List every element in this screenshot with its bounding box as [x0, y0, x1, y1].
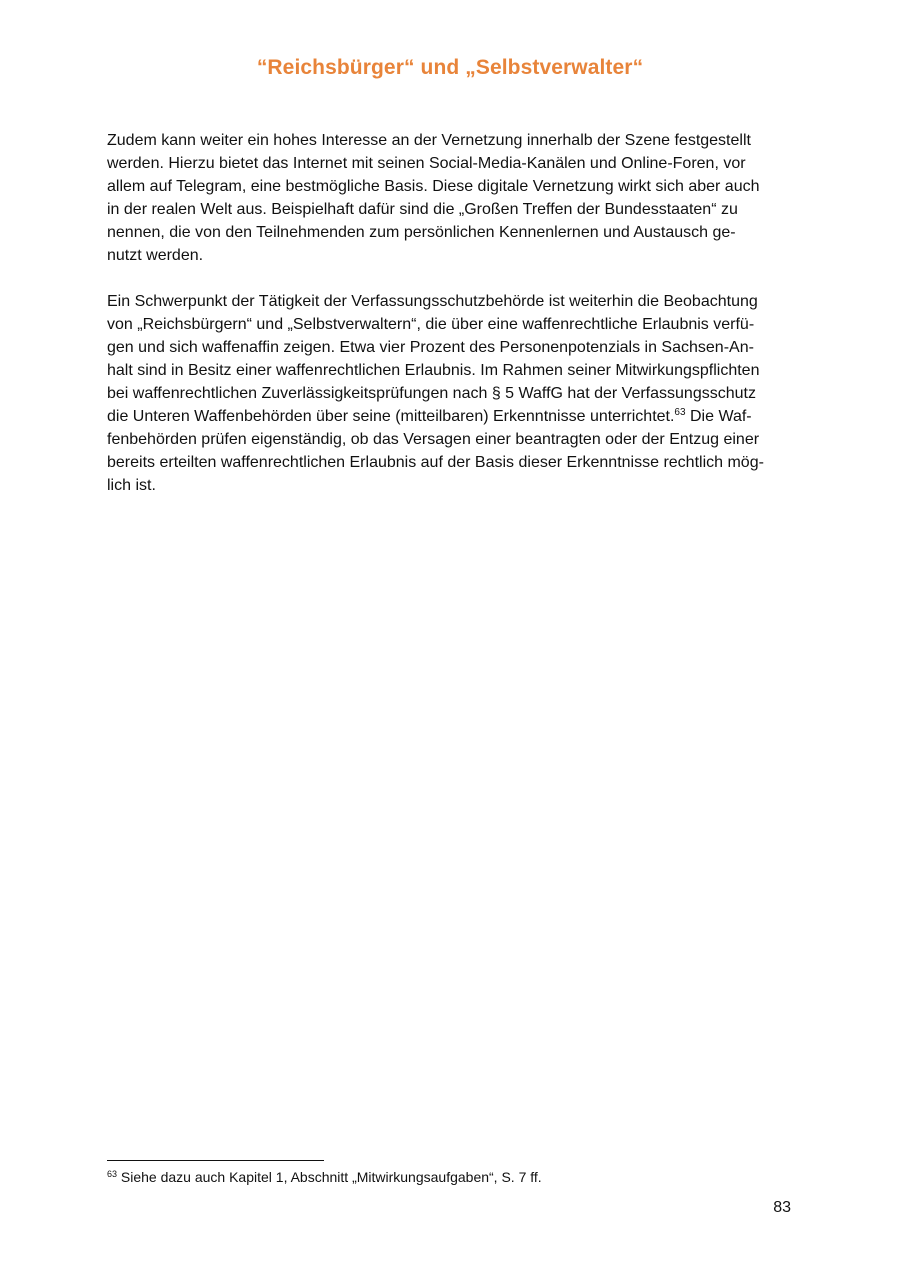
footnote	[107, 1167, 542, 1187]
text-line: in der realen Welt aus. Beispielhaft dafür sind die „Großen Treffen der Bundesstaaten“ zu	[107, 201, 738, 218]
page-title: “Reichsbürger“ und „Selbstverwalter“	[256, 56, 644, 79]
footnote-text: Siehe dazu auch Kapitel 1, Abschnitt „Mitwirkungsaufgaben“, S. 7 ff.	[117, 1169, 542, 1185]
text-line: nennen, die von den Teilnehmenden zum persönlichen Kennenlernen und Austausch ge-	[107, 224, 736, 241]
paragraph-networking	[107, 129, 797, 267]
footnote-divider	[107, 1160, 324, 1161]
text-line-with-footnote	[107, 405, 797, 428]
text-line: nutzt werden.	[107, 247, 204, 264]
text-line: Ein Schwerpunkt der Tätigkeit der Verfassungsschutzbehörde ist weiterhin die Beobachtung	[107, 293, 758, 310]
footnote-reference[interactable]: 63	[674, 407, 686, 418]
paragraph-weapons-permits	[107, 290, 797, 497]
text-line: von „Reichsbürgern“ und „Selbstverwaltern“, die über eine waffenrechtliche Erlaubnis verfü-	[107, 316, 755, 333]
text-line: bei waffenrechtlichen Zuverlässigkeitsprüfungen nach § 5 WaffG hat der Verfassungsschutz	[107, 385, 756, 402]
text-segment: Die Waf-	[685, 408, 752, 425]
text-line: Zudem kann weiter ein hohes Interesse an der Vernetzung innerhalb der Szene festgestellt	[107, 132, 751, 149]
text-segment: die Unteren Waffenbehörden über seine (mitteilbaren) Erkenntnisse unterrichtet.	[107, 408, 675, 425]
text-line: bereits erteilten waffenrechtlichen Erlaubnis auf der Basis dieser Erkenntnisse rechtlich mög-	[107, 454, 764, 471]
text-line: halt sind in Besitz einer waffenrechtlichen Erlaubnis. Im Rahmen seiner Mitwirkungspflichten	[107, 362, 760, 379]
text-line: lich ist.	[107, 477, 156, 494]
text-line: fenbehörden prüfen eigenständig, ob das Versagen einer beantragten oder der Entzug einer	[107, 431, 760, 448]
footnote-number: 63	[107, 1169, 118, 1179]
text-line: werden. Hierzu bietet das Internet mit seinen Social-Media-Kanälen und Online-Foren, vor	[107, 155, 746, 172]
text-line: gen und sich waffenaffin zeigen. Etwa vier Prozent des Personenpotenzials in Sachsen-An-	[107, 339, 754, 356]
page-number: 83	[773, 1199, 791, 1216]
text-line: allem auf Telegram, eine bestmögliche Basis. Diese digitale Vernetzung wirkt sich aber auch	[107, 178, 760, 195]
